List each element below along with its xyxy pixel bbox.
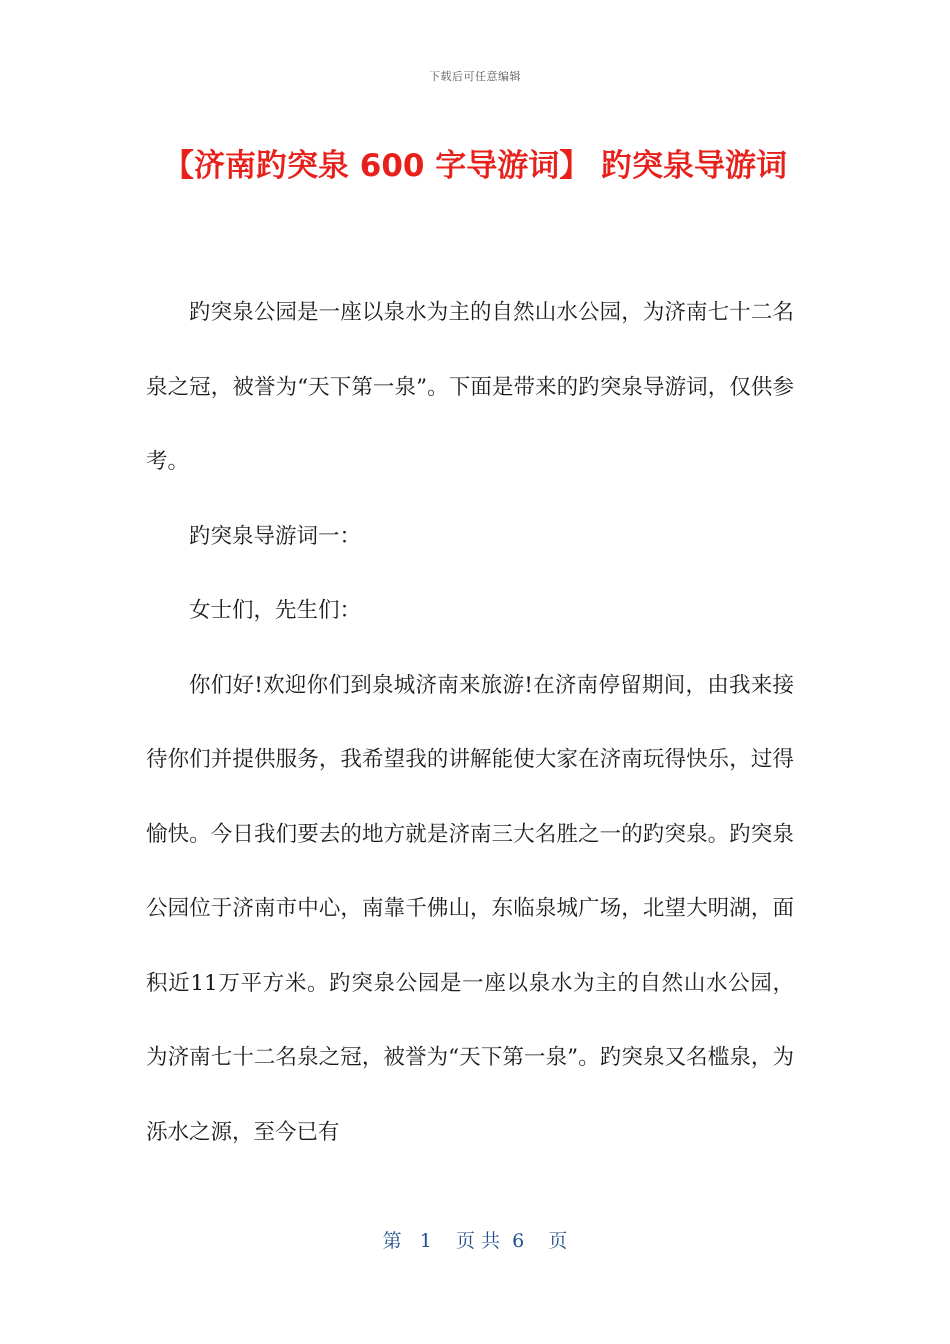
greeting-paragraph: 女士们，先生们： bbox=[189, 598, 362, 623]
document-body bbox=[146, 276, 794, 1170]
section-heading: 趵突泉导游词一： bbox=[189, 523, 362, 549]
page-header-note: 下载后可任意编辑 bbox=[429, 70, 521, 83]
body-paragraph: 你们好!欢迎你们到泉城济南来旅游!在济南停留期间，由我来接待你们并提供服务，我希望我的讲解能使大家在济南玩得快乐，过得愉快。今日我们要去的地方就是济南三大名胜之一的趵突泉。趵突泉公园位于济南市中心，南靠千佛山，东临泉城广场，北望大明湖，面积近11万平方米。趵突泉公园是一座以泉水为主的自然山水公园，为济南七十二名泉之冠，被誉为“天下第一泉”。趵突泉又名槛泉，为泺水之源，至今已有 bbox=[146, 672, 794, 1145]
document-title: 【济南趵突泉 600 字导游词】 趵突泉导游词 bbox=[162, 148, 788, 184]
page-number-footer: 第 1 页 共 6 页 bbox=[382, 1230, 568, 1252]
intro-paragraph: 趵突泉公园是一座以泉水为主的自然山水公园，为济南七十二名泉之冠，被誉为“天下第一泉”。下面是带来的趵突泉导游词，仅供参考。 bbox=[146, 300, 794, 474]
